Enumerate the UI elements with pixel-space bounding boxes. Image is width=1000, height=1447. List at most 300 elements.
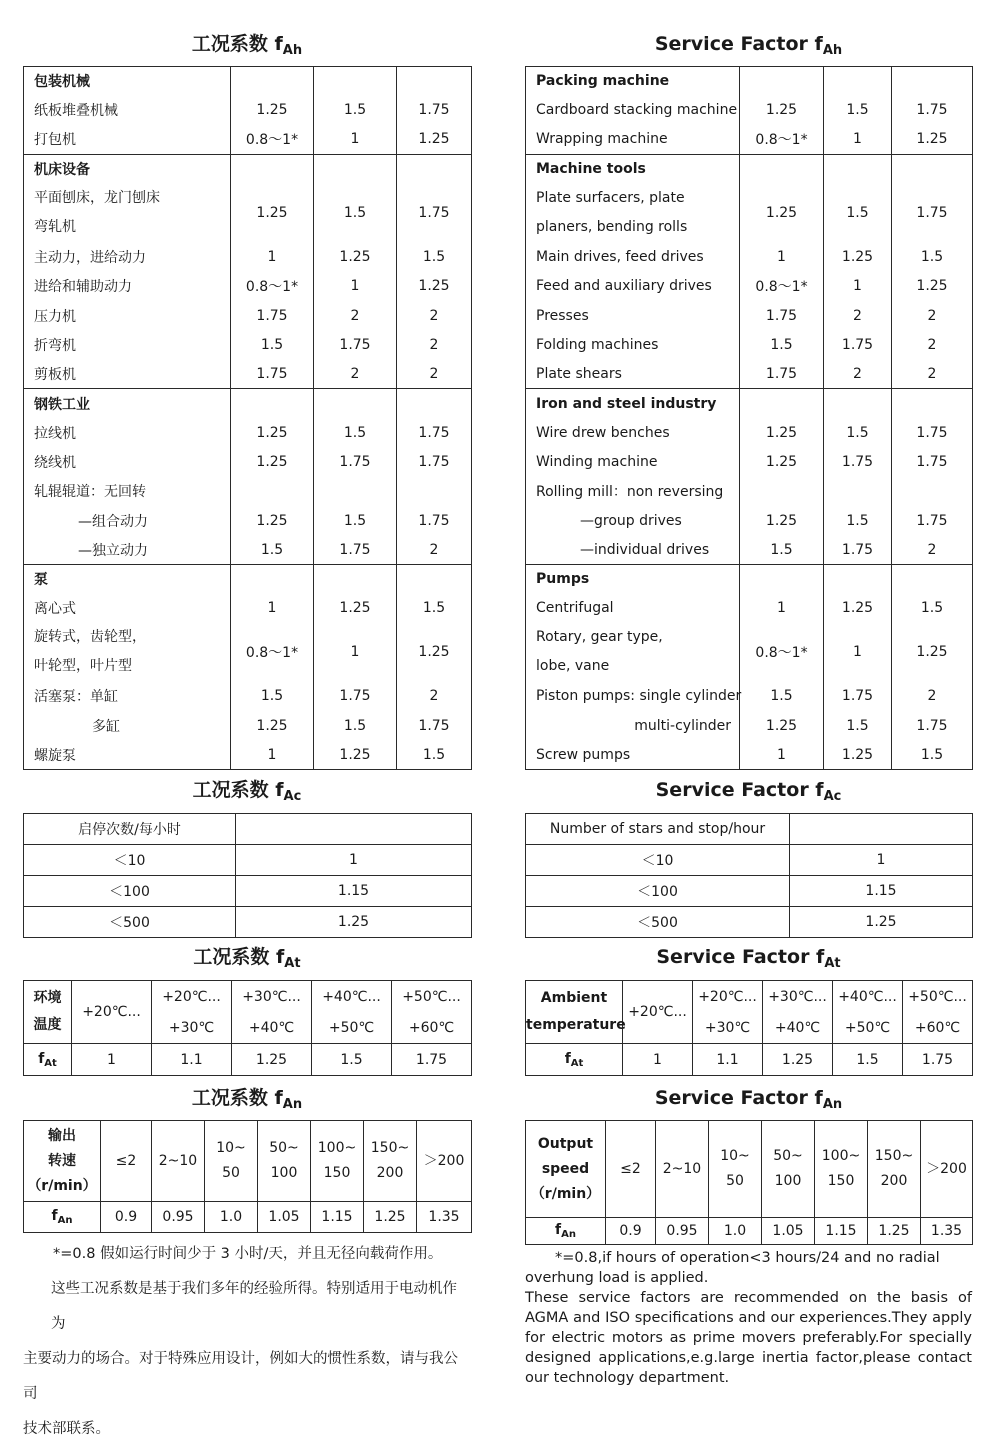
factor-value: 1.75	[397, 711, 472, 740]
factor-value: 1.25	[740, 447, 824, 476]
table-row	[24, 535, 472, 564]
group-header-row	[24, 67, 472, 96]
speed-range	[815, 1121, 868, 1218]
factor-value: 1.0	[205, 1202, 258, 1233]
fac-table-en	[525, 813, 973, 938]
table-row	[526, 125, 973, 154]
table-row	[24, 845, 472, 876]
speed-range	[868, 1121, 921, 1218]
factor-value: 1.25	[364, 1202, 417, 1233]
factor-value: 1	[231, 594, 314, 623]
row-label-line: 叶轮型，叶片型	[34, 658, 132, 675]
row-label-line: Folding machines	[536, 336, 659, 353]
temperature-range-from: +20℃...	[152, 981, 232, 1013]
notes-en	[525, 1248, 972, 1388]
empty-cell	[892, 565, 973, 594]
row-label	[24, 447, 231, 476]
temperature-range-to: +40℃	[232, 1012, 312, 1044]
note-body-en: These service factors are recommended on the basis of AGMA and ISO specifications and our experiences.They apply for electric motors as prime movers preferably.For specially designed applications,e.g.large inertia factor,please contact our technology department.	[525, 1290, 972, 1386]
factor-value: 1.5	[824, 506, 892, 535]
factor-symbol: f	[38, 1050, 45, 1067]
fat-table-cn	[23, 980, 472, 1076]
factor-value: 1.25	[868, 1218, 921, 1245]
fah-title-cn: 工况系数 $f_{Ah}$	[191, 33, 303, 58]
table-row	[24, 682, 472, 711]
factor-value: 1.5	[231, 330, 314, 359]
table-row	[24, 447, 472, 476]
factor-value: 1.15	[815, 1218, 868, 1245]
speed-row	[24, 1121, 472, 1202]
factor-value: 2	[892, 330, 973, 359]
row-label	[526, 359, 740, 388]
row-label-line: Winding machine	[536, 454, 658, 470]
factor-value: 1	[314, 125, 397, 154]
factor-value: 1	[231, 740, 314, 769]
temperature-range-from: +30℃...	[763, 981, 833, 1013]
row-label	[24, 682, 231, 711]
starts-header: 启停次数/每小时	[24, 814, 236, 845]
empty-cell	[397, 154, 472, 183]
header-row	[526, 814, 973, 845]
factor-value: 1.75	[824, 535, 892, 564]
table-row	[526, 907, 973, 938]
factor-value: 1.75	[314, 330, 397, 359]
factor-value: 1.5	[231, 535, 314, 564]
row-label-line: 螺旋泵	[34, 747, 76, 764]
factor-value: 1.75	[740, 359, 824, 388]
empty-cell	[790, 814, 973, 845]
row-label	[526, 682, 740, 711]
factor-value: 1.25	[231, 506, 314, 535]
factor-value: 1.5	[824, 418, 892, 447]
factor-value: 1.25	[231, 184, 314, 243]
empty-cell	[231, 389, 314, 418]
range-line: 150~	[874, 1148, 914, 1164]
factor-value: 1.75	[903, 1044, 973, 1076]
speed-range	[364, 1121, 417, 1202]
temperature-range-to: +40℃	[763, 1012, 833, 1044]
row-label	[526, 330, 740, 359]
note-footnote-en-cont: overhung load is applied.	[525, 1270, 709, 1286]
group-header-row	[526, 565, 973, 594]
factor-value: 1.5	[314, 418, 397, 447]
factor-value: 1.75	[892, 447, 973, 476]
row-label-line: 进给和辅助动力	[34, 279, 132, 296]
table-row	[526, 623, 973, 682]
temperature-range-to: +30℃	[693, 1012, 763, 1044]
row-label-line: 打包机	[34, 132, 76, 149]
factor-value: 1.75	[397, 418, 472, 447]
row-label	[24, 125, 231, 154]
table-row	[526, 184, 973, 243]
factor-value: 1.25	[232, 1044, 312, 1076]
group-header: Iron and steel industry	[526, 389, 740, 418]
speed-range	[656, 1121, 709, 1218]
factor-value: 1.5	[314, 184, 397, 243]
factor-value: 1.25	[740, 711, 824, 740]
row-label-line: 轧辊辊道：无回转	[34, 484, 146, 501]
table-row	[526, 301, 973, 330]
range-line: 2~10	[662, 1160, 702, 1177]
empty-cell	[824, 67, 892, 96]
factor-value: 1.75	[314, 682, 397, 711]
range-line: 200	[376, 1165, 404, 1181]
speed-range	[258, 1121, 311, 1202]
table-row	[24, 301, 472, 330]
speed-range	[606, 1121, 656, 1218]
temperature-range-from: +20℃...	[693, 981, 763, 1013]
row-label	[526, 477, 740, 506]
table-row	[24, 359, 472, 388]
row-label	[526, 96, 740, 125]
empty-cell	[397, 565, 472, 594]
factor-value: 1.75	[892, 96, 973, 125]
factor-label	[24, 1044, 72, 1076]
row-label-line: 折弯机	[34, 337, 76, 354]
factor-value: 1.75	[824, 682, 892, 711]
factor-value: 1.5	[397, 242, 472, 271]
row-label-line: Piston pumps: single cylinder	[536, 688, 742, 705]
factor-subscript: An	[57, 1215, 73, 1226]
row-label	[24, 359, 231, 388]
table-row	[526, 242, 973, 271]
temperature-range-to: +50℃	[312, 1012, 392, 1044]
table-row	[526, 535, 973, 564]
row-label-line: —individual drives	[580, 541, 710, 558]
factor-value: 1.25	[892, 125, 973, 154]
factor-value: 1.5	[397, 740, 472, 769]
table-row	[526, 418, 973, 447]
factor-value: 2	[397, 359, 472, 388]
empty-cell	[314, 154, 397, 183]
speed-range	[417, 1121, 472, 1202]
table-row	[526, 447, 973, 476]
factor-value	[824, 477, 892, 506]
factor-value: 2	[892, 535, 973, 564]
factor-value: 1.1	[693, 1044, 763, 1076]
temperature-range-from: +50℃...	[903, 981, 973, 1013]
row-label	[24, 418, 231, 447]
row-label	[24, 535, 231, 564]
factor-symbol: f	[51, 1208, 58, 1224]
group-header: Packing machine	[526, 67, 740, 96]
factor-value: 1.25	[740, 184, 824, 243]
table-row	[24, 711, 472, 740]
label-line: （r/min）	[27, 1177, 97, 1194]
factor-value: 2	[824, 301, 892, 330]
table-row	[526, 876, 973, 907]
empty-cell	[397, 67, 472, 96]
range-line: 2~10	[158, 1152, 198, 1169]
speed-range	[205, 1121, 258, 1202]
row-label-line: 旋转式，齿轮型，	[34, 629, 146, 646]
table-row	[24, 907, 472, 938]
factor-value: 1	[231, 242, 314, 271]
factor-value: 1.25	[231, 96, 314, 125]
factor-value: 1.1	[152, 1044, 232, 1076]
row-label-line: —group drives	[580, 512, 682, 529]
factor-value: 1.5	[833, 1044, 903, 1076]
factor-value: 2	[892, 359, 973, 388]
factor-value: 1.25	[314, 242, 397, 271]
fat-title-en: Service Factor $f_{At}$	[656, 946, 841, 971]
group-header-row	[526, 389, 973, 418]
table-row	[24, 330, 472, 359]
factor-value: 1	[824, 125, 892, 154]
range-line: 150	[323, 1165, 351, 1181]
row-label-line: Feed and auxiliary drives	[536, 278, 712, 295]
factor-value: 1.5	[231, 682, 314, 711]
group-header: 泵	[24, 565, 231, 594]
factor-value: 1.5	[824, 96, 892, 125]
factor-value: 1.15	[311, 1202, 364, 1233]
row-label	[526, 535, 740, 564]
factor-value: 1.25	[892, 272, 973, 301]
temperature-range-to: +50℃	[833, 1012, 903, 1044]
table-row	[526, 740, 973, 769]
empty-cell	[236, 814, 472, 845]
factor-value: 1.25	[236, 907, 472, 938]
row-label	[24, 184, 231, 243]
fac-title-en: Service Factor $f_{Ac}$	[655, 779, 842, 804]
table-row	[526, 845, 973, 876]
factor-value: 1	[790, 845, 973, 876]
row-label-line: Main drives, feed drives	[536, 248, 704, 265]
group-header: Pumps	[526, 565, 740, 594]
empty-cell	[740, 565, 824, 594]
factor-value: 2	[892, 682, 973, 711]
note-footnote-cn: *=0.8 假如运行时间少于 3 小时/天，并且无径向载荷作用。	[53, 1246, 443, 1262]
factor-value: 1.5	[892, 242, 973, 271]
row-label	[24, 740, 231, 769]
label-line: 环境	[33, 990, 62, 1006]
factor-value: 1.5	[740, 682, 824, 711]
factor-value: 1	[623, 1044, 693, 1076]
range-line: 100	[270, 1165, 298, 1181]
factor-value: 2	[314, 359, 397, 388]
temperature-range-to: +60℃	[392, 1012, 472, 1044]
label-line: Output	[537, 1135, 594, 1152]
row-label-line: 剪板机	[34, 366, 76, 383]
factor-value	[740, 477, 824, 506]
row-label	[24, 506, 231, 535]
range-line: ＞200	[423, 1152, 465, 1169]
row-label-line: Plate shears	[536, 365, 622, 382]
factor-value: 1.75	[824, 330, 892, 359]
group-header-row	[24, 154, 472, 183]
row-label	[526, 272, 740, 301]
factor-value: 1.35	[921, 1218, 973, 1245]
range-line: 50	[222, 1165, 240, 1181]
row-label-line: —组合动力	[78, 513, 148, 530]
factor-value: 1.75	[314, 535, 397, 564]
factor-label	[526, 1218, 606, 1245]
factor-value: 1.25	[790, 907, 973, 938]
factor-value: 1	[72, 1044, 152, 1076]
table-row	[24, 96, 472, 125]
factor-value: 1	[740, 594, 824, 623]
label-line: speed	[541, 1160, 590, 1177]
temperature-range-from: +40℃...	[833, 981, 903, 1013]
factor-value: 1.15	[236, 876, 472, 907]
temperature-row	[526, 981, 973, 1013]
fat-title-cn: 工况系数 $f_{At}$	[193, 946, 301, 971]
factor-value: 1.25	[314, 594, 397, 623]
empty-cell	[892, 389, 973, 418]
row-label	[24, 623, 231, 682]
temperature-range-to: +60℃	[903, 1012, 973, 1044]
range-line: 10~	[720, 1148, 750, 1164]
factor-value: 1.25	[231, 447, 314, 476]
empty-cell	[314, 67, 397, 96]
row-label	[526, 506, 740, 535]
fan-title-en: Service Factor $f_{An}$	[654, 1087, 843, 1112]
table-row	[24, 594, 472, 623]
label-line: Ambient	[540, 990, 608, 1006]
empty-cell	[892, 154, 973, 183]
range-line: 100	[774, 1173, 802, 1189]
row-label-line: 离心式	[34, 601, 76, 618]
row-label-line: Cardboard stacking machine	[536, 102, 738, 119]
row-label	[526, 184, 740, 243]
speed-range	[101, 1121, 152, 1202]
temperature-range: +20℃...	[72, 981, 152, 1044]
factor-value: 1.75	[231, 301, 314, 330]
group-header-row	[24, 565, 472, 594]
fac-table-cn	[23, 813, 472, 938]
temperature-range-to: +30℃	[152, 1012, 232, 1044]
fan-table-en	[525, 1120, 973, 1245]
factor-value: 1	[824, 272, 892, 301]
factor-value	[231, 477, 314, 506]
factor-value: 2	[824, 359, 892, 388]
factor-value: 2	[397, 301, 472, 330]
range-line: 150	[827, 1173, 855, 1189]
row-label-line: —独立动力	[78, 542, 148, 559]
factor-value: 1.75	[892, 506, 973, 535]
factor-value: 1.25	[763, 1044, 833, 1076]
note-line-1-cn: 这些工况系数是基于我们多年的经验所得。特别适用于电动机作为	[51, 1281, 457, 1332]
row-label	[24, 272, 231, 301]
row-label	[24, 330, 231, 359]
fan-title-cn: 工况系数 $f_{An}$	[191, 1087, 303, 1112]
table-row	[526, 330, 973, 359]
group-header: 包装机械	[24, 67, 231, 96]
table-row	[526, 594, 973, 623]
row-label-line: 拉线机	[34, 425, 76, 442]
factor-value: 1	[314, 272, 397, 301]
factor-value: 0.8～1*	[740, 272, 824, 301]
table-row	[526, 506, 973, 535]
group-header-row	[526, 67, 973, 96]
empty-cell	[824, 154, 892, 183]
factor-row	[24, 1044, 472, 1076]
table-row	[24, 272, 472, 301]
fah-title-en: Service Factor $f_{Ah}$	[654, 33, 843, 58]
factor-value: 1.75	[892, 711, 973, 740]
factor-subscript: At	[570, 1057, 584, 1069]
row-label-line: 活塞泵：单缸	[34, 689, 118, 706]
table-row	[24, 876, 472, 907]
factor-value: 1.5	[314, 96, 397, 125]
table-row	[24, 242, 472, 271]
factor-value: 1.5	[740, 330, 824, 359]
row-label-line: Rolling mill：non reversing	[536, 484, 724, 501]
row-label	[526, 418, 740, 447]
row-label-line: Presses	[536, 307, 589, 324]
row-label-line: multi-cylinder	[634, 717, 731, 734]
factor-value: 1.5	[314, 506, 397, 535]
table-row	[24, 477, 472, 506]
range-line: ≤2	[115, 1152, 137, 1169]
factor-value	[397, 477, 472, 506]
label-line: （r/min）	[530, 1185, 601, 1202]
factor-label	[24, 1202, 101, 1233]
factor-row	[526, 1044, 973, 1076]
speed-range	[311, 1121, 364, 1202]
temperature-row	[24, 981, 472, 1013]
row-label-line: 平面刨床，龙门刨床	[34, 189, 160, 206]
factor-value: 1.5	[824, 184, 892, 243]
factor-row	[24, 1202, 472, 1233]
speed-range	[709, 1121, 762, 1218]
factor-value: 0.9	[606, 1218, 656, 1245]
factor-value: 1.25	[824, 740, 892, 769]
factor-value: 0.8～1*	[740, 623, 824, 682]
empty-cell	[824, 565, 892, 594]
row-label-line: Wrapping machine	[536, 131, 668, 148]
empty-cell	[892, 67, 973, 96]
factor-value: 0.8～1*	[231, 623, 314, 682]
speed-range	[762, 1121, 815, 1218]
label-line: 转速	[48, 1152, 76, 1169]
row-label	[526, 125, 740, 154]
row-label	[526, 594, 740, 623]
factor-value: 1.75	[397, 506, 472, 535]
row-label	[24, 477, 231, 506]
factor-value: 1	[824, 623, 892, 682]
fah-table-en	[525, 66, 973, 770]
speed-range	[921, 1121, 973, 1218]
starts-count: ＜500	[526, 907, 790, 938]
factor-value: 1.25	[892, 623, 973, 682]
factor-value: 1.25	[231, 418, 314, 447]
factor-value: 1.75	[314, 447, 397, 476]
factor-value: 1	[314, 623, 397, 682]
temperature-range-from: +50℃...	[392, 981, 472, 1013]
row-label-line: Centrifugal	[536, 600, 614, 617]
row-label	[526, 242, 740, 271]
factor-row	[526, 1218, 973, 1245]
factor-value: 1.75	[392, 1044, 472, 1076]
row-label-line: 绕线机	[34, 455, 76, 471]
empty-cell	[740, 389, 824, 418]
row-label	[24, 711, 231, 740]
factor-value: 0.95	[656, 1218, 709, 1245]
note-line-3-cn: 技术部联系。	[23, 1421, 110, 1437]
speed-label	[526, 1121, 606, 1218]
factor-value: 1.05	[762, 1218, 815, 1245]
factor-value: 1.25	[740, 506, 824, 535]
factor-value: 1.75	[892, 184, 973, 243]
row-label	[24, 594, 231, 623]
temperature-range: +20℃...	[623, 981, 693, 1044]
note-footnote-en: *=0.8,if hours of operation<3 hours/24 and no radial	[555, 1250, 940, 1266]
factor-value	[892, 477, 973, 506]
factor-value: 1.75	[231, 359, 314, 388]
empty-cell	[740, 67, 824, 96]
empty-cell	[231, 154, 314, 183]
